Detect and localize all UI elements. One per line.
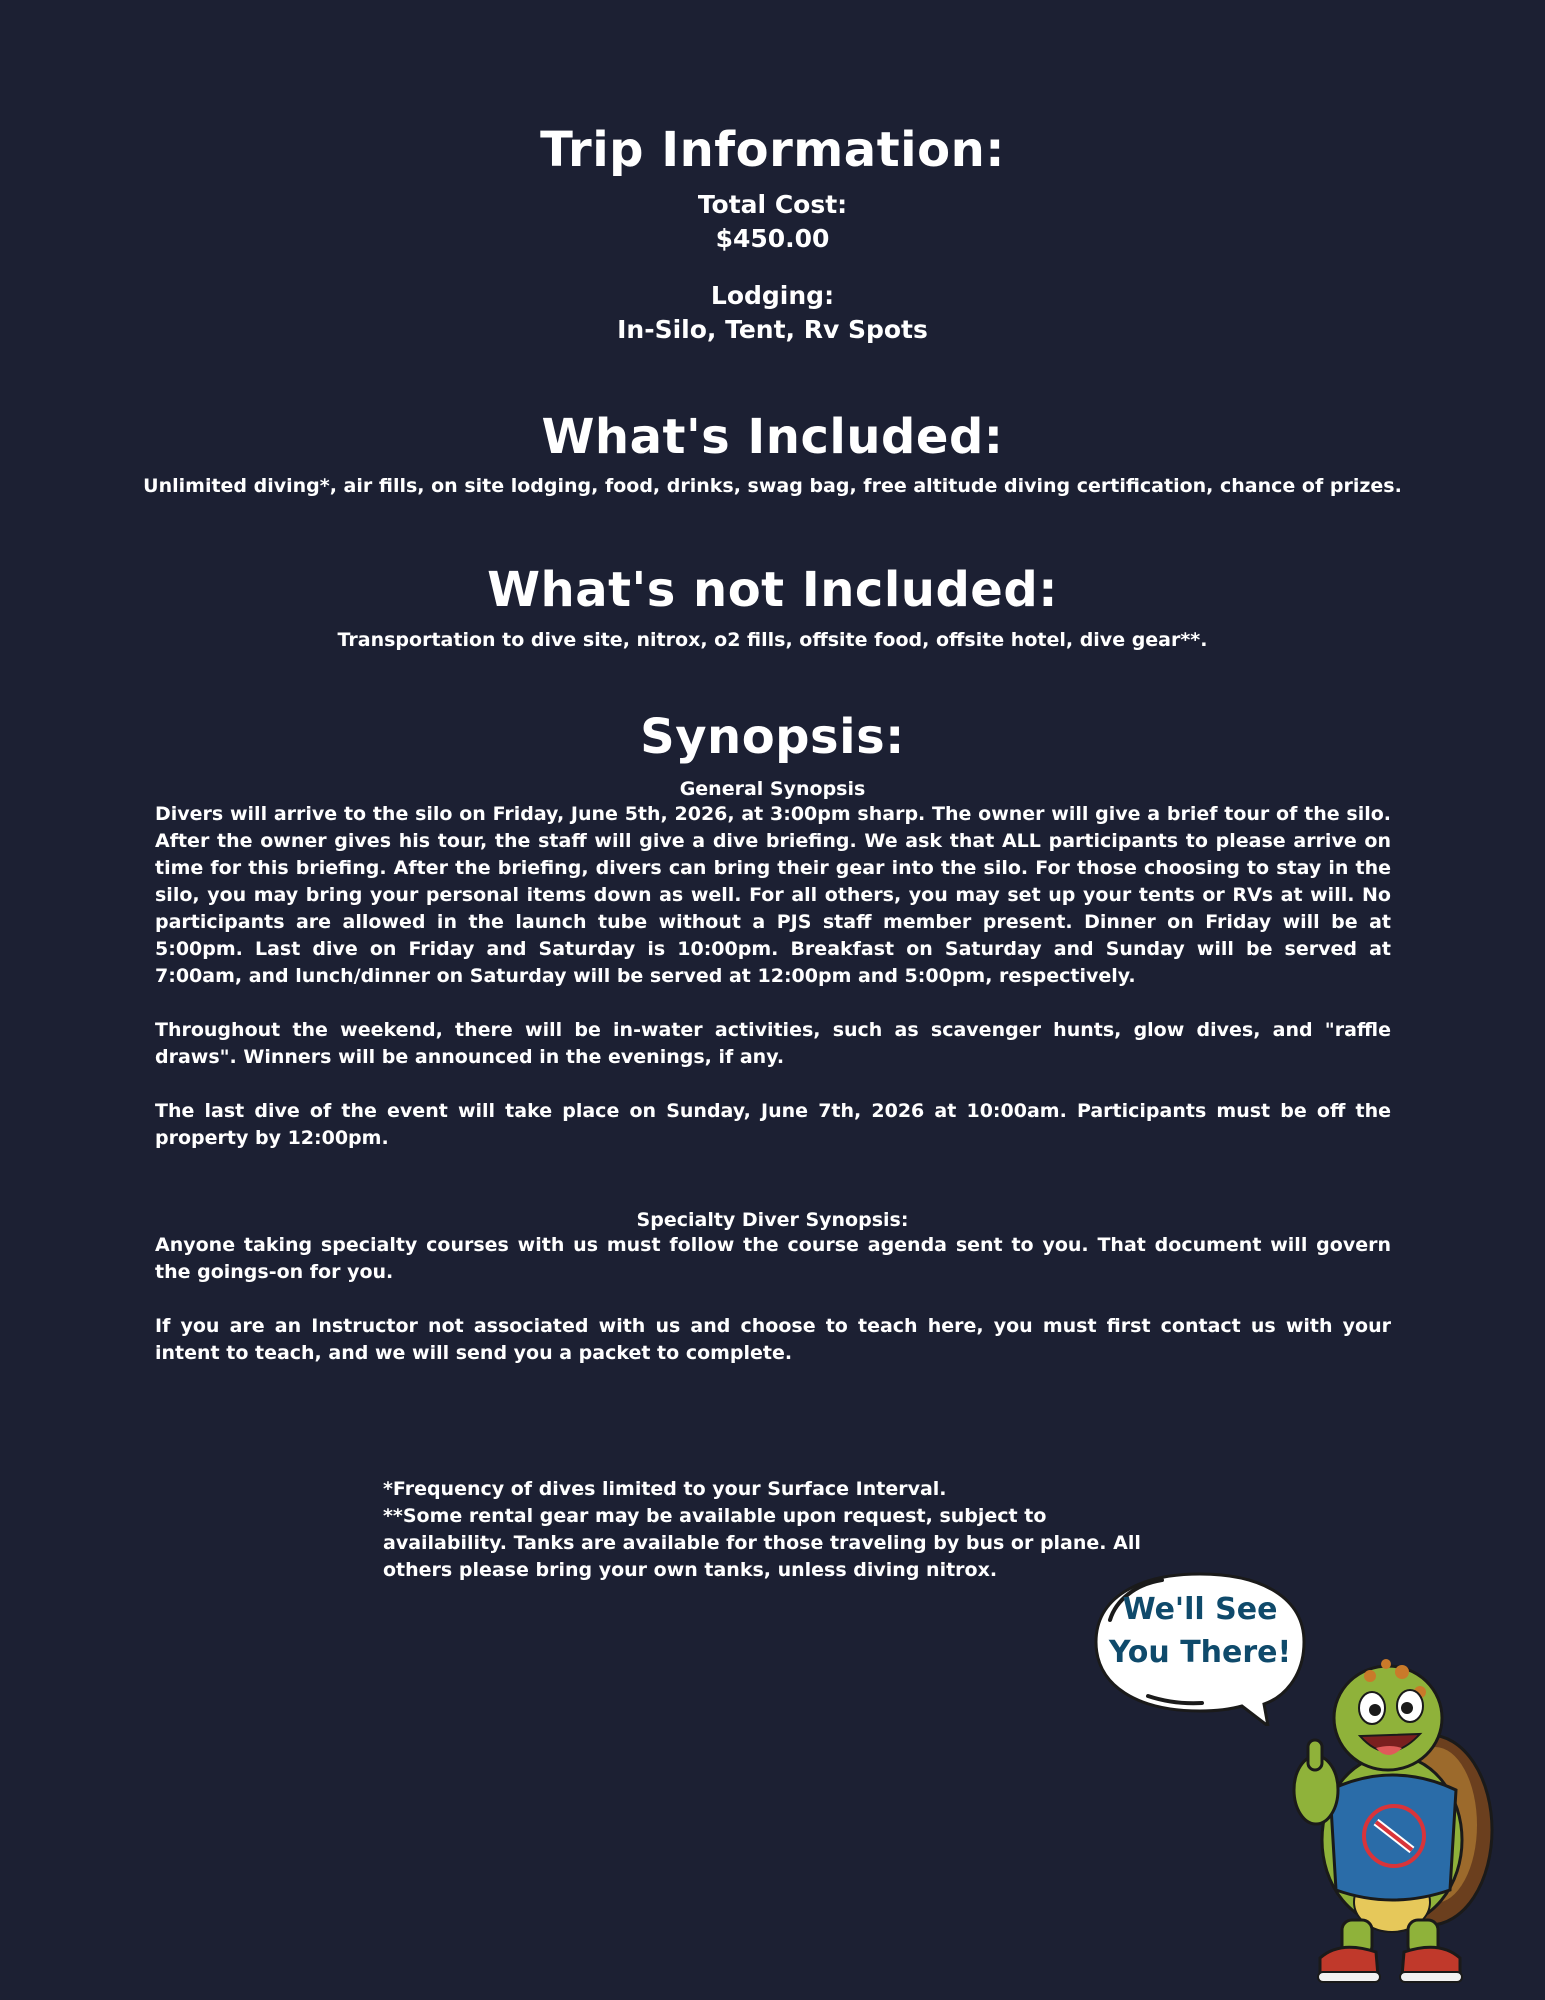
lodging-value: In-Silo, Tent, Rv Spots (617, 315, 928, 344)
general-synopsis-title: General Synopsis (679, 778, 866, 800)
not-included-text: Transportation to dive site, nitrox, o2 fills, offsite food, offsite hotel, dive gear**. (337, 629, 1208, 651)
specialty-paragraph-instructor: If you are an Instructor not associated with us and choose to teach here, you must first contact us with your intent to teach, and we will send you a packet to complete. (155, 1315, 1391, 1364)
bubble-line-1: We'll See (1122, 1592, 1278, 1627)
speech-bubble-text (1092, 1588, 1308, 1674)
footnote-rental-gear: **Some rental gear may be available upon request, subject to availability. Tanks are available for those traveling by bus or plane. All others please bring your own tanks, unless diving nitrox. (383, 1505, 1141, 1581)
trip-info-heading: Trip Information: (540, 122, 1005, 178)
lodging-label: Lodging: (710, 281, 835, 310)
included-text: Unlimited diving*, air fills, on site lodging, food, drinks, swag bag, free altitude diving certification, chance of prizes. (143, 475, 1402, 497)
total-cost-label: Total Cost: (697, 190, 848, 219)
total-cost-value: $450.00 (715, 224, 830, 253)
synopsis-paragraph-last-dive: The last dive of the event will take place on Sunday, June 7th, 2026 at 10:00am. Participants must be off the property by 12:00pm. (155, 1100, 1391, 1149)
synopsis-paragraph-arrival: Divers will arrive to the silo on Friday, June 5th, 2026, at 3:00pm sharp. The owner will give a brief tour of the silo. After the owner gives his tour, the staff will give a dive briefing. We ask that ALL participants to please arrive on time for this briefing. After the briefing, divers can bring their gear into the silo. For those choosing to stay in the silo, you may bring your personal items down as well. For all others, you may set up your tents or RVs at will. No participants are allowed in the launch tube without a PJS staff member present. Dinner on Friday will be at 5:00pm. Last dive on Friday and Saturday is 10:00pm. Breakfast on Saturday and Sunday will be served at 7:00am, and lunch/dinner on Saturday will be served at 12:00pm and 5:00pm, respectively. (155, 803, 1391, 987)
specialty-paragraph-agenda: Anyone taking specialty courses with us must follow the course agenda sent to you. That document will govern the goings-on for you. (155, 1234, 1391, 1283)
synopsis-paragraph-activities: Throughout the weekend, there will be in-water activities, such as scavenger hunts, glow dives, and "raffle draws". Winners will be announced in the evenings, if any. (155, 1019, 1391, 1068)
turtle-mascot-icon (1280, 1640, 1500, 1990)
included-heading: What's Included: (541, 409, 1004, 465)
specialty-synopsis-title: Specialty Diver Synopsis: (636, 1209, 909, 1231)
synopsis-heading: Synopsis: (640, 709, 905, 765)
bubble-line-2: You There! (1108, 1635, 1292, 1670)
not-included-heading: What's not Included: (487, 562, 1058, 618)
footnote-dive-frequency: *Frequency of dives limited to your Surface Interval. (383, 1478, 947, 1500)
